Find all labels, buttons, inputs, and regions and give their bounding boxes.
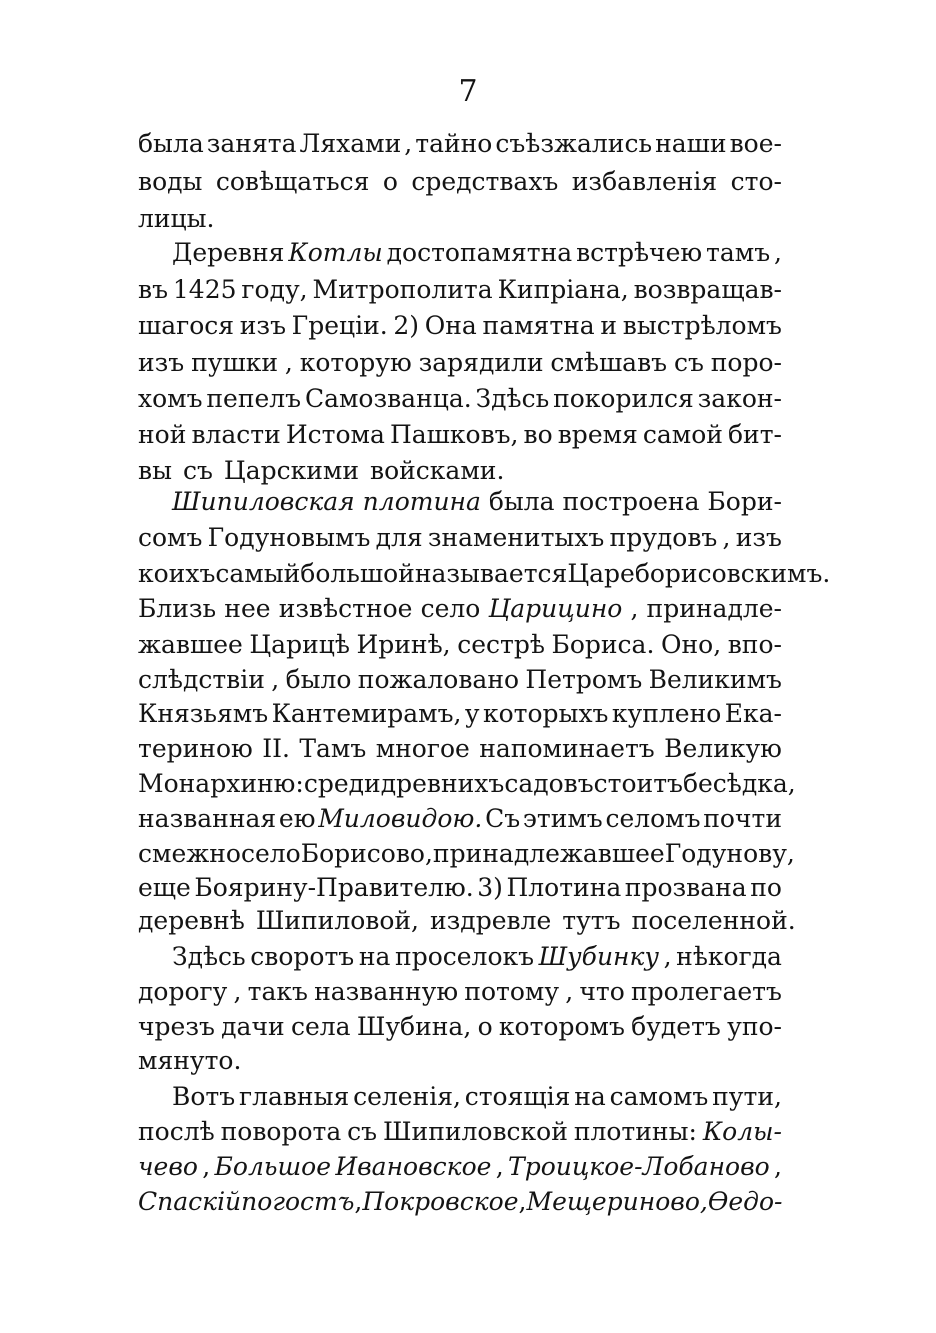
text-line	[138, 306, 782, 346]
text-word: во	[523, 420, 553, 449]
text-word: ,	[565, 977, 574, 1006]
text-line	[138, 729, 782, 769]
text-word: Монархиню:	[138, 769, 304, 798]
text-line	[138, 379, 782, 419]
text-word: избавленія	[571, 167, 718, 196]
text-word: Греціи.	[291, 311, 388, 340]
text-word: съ	[673, 348, 704, 377]
text-word: вы	[138, 456, 172, 485]
text-word: ,	[284, 348, 293, 377]
text-word: 1425	[172, 275, 237, 304]
text-word: куплено	[611, 699, 722, 728]
page-number: 7	[458, 74, 478, 109]
text-word: самой	[642, 420, 723, 449]
text-word: Иринѣ,	[356, 630, 451, 659]
text-word: тутъ	[562, 906, 621, 935]
text-word: лицы.	[138, 204, 215, 233]
text-line	[138, 124, 782, 164]
text-line	[138, 1182, 782, 1222]
text-word: Самозванца.	[304, 384, 472, 413]
text-word: Царицѣ	[249, 630, 350, 659]
text-word: Троицкое-Лобаново	[508, 1152, 770, 1181]
text-word: Великимъ	[648, 665, 782, 694]
text-word: изъ	[138, 348, 185, 377]
text-word: въ	[138, 275, 168, 304]
text-word: Великую	[664, 734, 782, 763]
text-word: для	[375, 523, 423, 552]
text-word: ной	[138, 420, 187, 449]
text-word: Близь	[138, 594, 217, 623]
text-word: о	[382, 167, 398, 196]
text-word: время	[557, 420, 638, 449]
text-word: многое	[375, 734, 470, 763]
text-word: Царицино	[488, 594, 623, 623]
text-word: построена	[562, 487, 700, 516]
text-word: Оно,	[660, 630, 722, 659]
text-line	[138, 343, 782, 383]
text-word: Миловидою.	[318, 804, 483, 833]
text-word: плотина	[362, 487, 481, 516]
text-word: съ	[347, 1117, 378, 1146]
text-word: Вотъ	[172, 1082, 236, 1111]
text-word: году,	[241, 275, 308, 304]
text-word: Здѣсь	[475, 384, 550, 413]
text-word: знаменитыхъ	[427, 523, 605, 552]
text-word: совѣщаться	[215, 167, 370, 196]
text-word: пепелъ	[206, 384, 302, 413]
text-word: ,	[404, 129, 413, 158]
text-line	[138, 799, 782, 839]
text-line	[138, 415, 782, 455]
text-word: на	[574, 1082, 606, 1111]
text-line	[138, 901, 796, 941]
text-word: Шипиловской	[383, 1117, 568, 1146]
text-word: Бори-	[707, 487, 782, 516]
text-word: дорогу	[138, 977, 228, 1006]
text-word: деревнѣ	[138, 906, 245, 935]
text-word: ею	[278, 804, 316, 833]
text-word: Деревня	[172, 238, 285, 267]
text-word: ,	[202, 1152, 211, 1181]
text-word: ,	[663, 942, 672, 971]
text-word: ,	[495, 1152, 504, 1181]
text-word: Годунову,	[664, 839, 795, 868]
text-word: такъ	[247, 977, 308, 1006]
text-line	[138, 764, 796, 804]
text-word: бесѣдка,	[682, 769, 796, 798]
text-word: принадле-	[646, 594, 782, 623]
text-line	[138, 625, 782, 665]
text-line	[138, 1112, 782, 1152]
text-word: Большое	[214, 1152, 332, 1181]
text-word: ,	[630, 594, 639, 623]
text-word: ,	[518, 1187, 527, 1216]
text-word: почти	[703, 804, 782, 833]
text-word: пути,	[712, 1082, 782, 1111]
text-word: войсками.	[370, 456, 505, 485]
text-word: самый	[215, 559, 301, 588]
text-line	[172, 1077, 782, 1117]
text-word: села	[290, 1012, 351, 1041]
text-line	[138, 1147, 782, 1187]
text-word: Она	[424, 311, 477, 340]
text-word: ,	[233, 977, 242, 1006]
text-word: которую	[299, 348, 412, 377]
text-word: изъ	[239, 311, 286, 340]
text-word: ,	[722, 523, 731, 552]
text-word: селенія,	[353, 1082, 461, 1111]
text-word: ,	[774, 1152, 782, 1181]
text-line	[138, 694, 782, 734]
text-word: смежно	[138, 839, 241, 868]
text-word: вое-	[729, 129, 782, 158]
text-word: погостъ	[241, 1187, 355, 1216]
text-word: Цареборисовскимъ.	[567, 559, 831, 588]
text-line	[138, 589, 782, 629]
text-word: бит-	[728, 420, 782, 449]
text-word: главныя	[238, 1082, 350, 1111]
text-word: сомъ	[138, 523, 203, 552]
text-word: плотины:	[573, 1117, 697, 1146]
text-word: тайно	[415, 129, 493, 158]
text-word: Кипріана,	[497, 275, 629, 304]
text-word: прудовъ	[609, 523, 718, 552]
text-word: Ляхами	[299, 129, 402, 158]
text-line	[138, 554, 831, 594]
text-word: зарядили	[418, 348, 544, 377]
text-word: поро-	[710, 348, 782, 377]
text-word: Шипиловой,	[255, 906, 419, 935]
text-word: называется	[414, 559, 568, 588]
text-word: ,	[354, 1187, 363, 1216]
text-word: съѣзжались	[495, 129, 653, 158]
text-word: 3)	[477, 873, 503, 902]
text-word: на	[358, 942, 391, 971]
text-word: прозвана	[624, 873, 747, 902]
text-word: изъ	[735, 523, 782, 552]
text-word: власти	[191, 420, 281, 449]
text-word: Здѣсь	[172, 942, 246, 971]
text-word: напоминаетъ	[479, 734, 655, 763]
text-word: тамъ	[706, 238, 771, 267]
text-word: древнихъ	[380, 769, 505, 798]
text-word: селомъ	[605, 804, 701, 833]
text-word: большой	[300, 559, 415, 588]
text-word: сестрѣ	[457, 630, 545, 659]
text-word: еще	[138, 873, 191, 902]
text-word: названная	[138, 804, 277, 833]
text-word: нѣкогда	[676, 942, 782, 971]
text-word: Шипиловская	[172, 487, 355, 516]
text-word: село	[420, 594, 481, 623]
text-word: Ека-	[724, 699, 782, 728]
text-word: памятна	[482, 311, 595, 340]
text-line	[172, 233, 782, 273]
text-word: Котлы	[288, 238, 383, 267]
text-word: ,	[271, 665, 280, 694]
text-word: чево	[138, 1152, 198, 1181]
text-word: Съ	[485, 804, 521, 833]
text-word: териною	[138, 734, 253, 763]
text-word: Истома	[285, 420, 385, 449]
text-word: Шубина,	[356, 1012, 472, 1041]
text-word: выстрѣломъ	[622, 311, 782, 340]
text-word: Тамъ	[299, 734, 367, 763]
text-word: Борисово,	[300, 839, 433, 868]
text-word: Бориса.	[551, 630, 655, 659]
text-word: у	[464, 699, 480, 728]
text-word: извѣстное	[278, 594, 413, 623]
text-line	[138, 270, 782, 310]
text-word: Годуновымъ	[207, 523, 371, 552]
text-word: покорился	[553, 384, 694, 413]
text-word: село	[240, 839, 301, 868]
text-word: воды	[138, 167, 203, 196]
text-word: которомъ	[498, 1012, 625, 1041]
text-word: возвращав-	[633, 275, 782, 304]
text-word: что	[579, 977, 625, 1006]
text-word: коихъ	[138, 559, 216, 588]
text-word: шагося	[138, 311, 235, 340]
text-word: Князьямъ	[138, 699, 269, 728]
text-word: о	[477, 1012, 493, 1041]
text-word: чрезъ	[138, 1012, 215, 1041]
text-word: стоящія	[464, 1082, 571, 1111]
text-word: этимъ	[522, 804, 603, 833]
text-word: впо-	[727, 630, 782, 659]
text-word: Шубинку	[538, 942, 659, 971]
text-word: по	[750, 873, 782, 902]
text-word: названную	[314, 977, 459, 1006]
text-word: Кантемирамъ,	[271, 699, 462, 728]
text-word: средствахъ	[411, 167, 559, 196]
text-word: которыхъ	[483, 699, 609, 728]
text-line	[138, 162, 782, 202]
text-word: послѣ	[138, 1117, 215, 1146]
text-word: дачи	[221, 1012, 285, 1041]
text-word: занята	[206, 129, 297, 158]
text-word: хомъ	[138, 384, 203, 413]
text-word: Спаскій	[138, 1187, 242, 1216]
text-word: упо-	[727, 1012, 782, 1041]
text-word: среди	[303, 769, 381, 798]
text-word: Ѳедо-	[707, 1187, 783, 1216]
text-line	[172, 482, 782, 522]
text-word: Пашковъ,	[389, 420, 519, 449]
text-word: своротъ	[250, 942, 355, 971]
text-word: Мещериново,	[526, 1187, 708, 1216]
text-word: Покровское	[362, 1187, 519, 1216]
text-word: ,	[774, 238, 782, 267]
text-word: поселенной.	[631, 906, 796, 935]
text-line	[138, 518, 782, 558]
text-word: поворота	[220, 1117, 342, 1146]
text-word: Митрополита	[312, 275, 493, 304]
text-word: пушки	[191, 348, 278, 377]
text-word: Царскими	[223, 456, 360, 485]
text-word: будетъ	[631, 1012, 721, 1041]
text-word: встрѣчею	[576, 238, 703, 267]
text-word: садовъ	[504, 769, 594, 798]
text-word: смѣшавъ	[550, 348, 668, 377]
text-word: достопамятна	[386, 238, 573, 267]
text-word: II.	[262, 734, 290, 763]
text-word: и	[600, 311, 618, 340]
text-word: Колы-	[702, 1117, 782, 1146]
text-word: Боярину-Правителю.	[194, 873, 474, 902]
text-word: закон-	[697, 384, 782, 413]
text-line	[138, 1041, 782, 1081]
text-word: жавшее	[138, 630, 243, 659]
text-word: мянуто.	[138, 1046, 242, 1075]
text-word: Плотина	[506, 873, 622, 902]
text-word: пролегаетъ	[630, 977, 782, 1006]
text-line	[172, 937, 782, 977]
text-word: сто-	[730, 167, 782, 196]
text-word: издревле	[430, 906, 552, 935]
text-word: принадлежавшее	[432, 839, 665, 868]
text-word: Ивановское	[335, 1152, 492, 1181]
text-word: Петромъ	[525, 665, 643, 694]
text-line	[138, 972, 782, 1012]
text-word: слѣдствіи	[138, 665, 265, 694]
text-word: съ	[182, 456, 213, 485]
text-word: была	[488, 487, 555, 516]
text-word: наши	[655, 129, 727, 158]
text-word: проселокъ	[395, 942, 535, 971]
text-word: потому	[464, 977, 560, 1006]
text-word: 2)	[393, 311, 420, 340]
text-word: было	[285, 665, 352, 694]
text-word: была	[138, 129, 204, 158]
text-word: самомъ	[609, 1082, 709, 1111]
text-word: стоитъ	[593, 769, 683, 798]
text-word: пожаловано	[357, 665, 520, 694]
text-word: нее	[224, 594, 271, 623]
